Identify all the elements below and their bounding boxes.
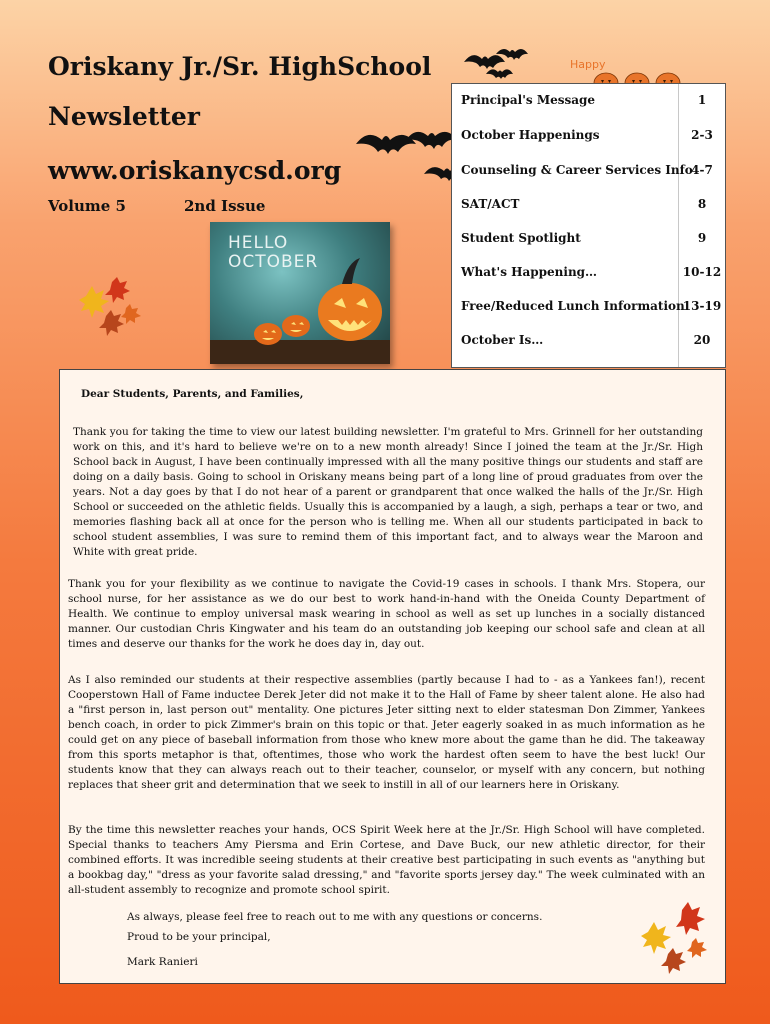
toc-item-page: 1 — [697, 93, 707, 107]
hello-october-image — [210, 222, 390, 364]
toc-item-label: Free/Reduced Lunch Information — [461, 299, 685, 313]
toc-item-label: October Is… — [461, 333, 544, 347]
letter-closing: Proud to be your principal, — [127, 931, 271, 943]
letter-greeting: Dear Students, Parents, and Families, — [81, 388, 304, 400]
toc-item-label: October Happenings — [461, 128, 600, 142]
october-line: OCTOBER — [228, 252, 319, 272]
toc-item[interactable] — [452, 188, 725, 222]
letter-closing: As always, please feel free to reach out to me with any questions or concerns. — [127, 911, 543, 923]
toc-item-page: 4-7 — [691, 163, 713, 177]
letter-paragraph: Thank you for your flexibility as we continue to navigate the Covid-19 cases in schools. I thank Mrs. Stopera, our school nurse, for her assistance as we do our best to work hand-in-hand with the Oneida County Department of Health. We continue to employ universal mask wearing in school as well as set up lunches in a socially distanced manner. Our custodian Chris Kingwater and his team do an outstanding job keeping our school safe and clean at all times and deserve our thanks for the work he does day in, day out. — [68, 578, 705, 650]
autumn-leaves-icon — [638, 900, 718, 980]
banner-happy: Happy — [570, 58, 606, 71]
toc-item[interactable] — [452, 256, 725, 290]
toc-item-page: 9 — [697, 231, 707, 245]
website-link[interactable]: www.oriskanycsd.org — [48, 156, 342, 185]
toc-item-page: 10-12 — [682, 265, 722, 279]
letter-paragraph: As I also reminded our students at their respective assemblies (partly because I had to - as a Yankees fan!), recent Cooperstown Hall of Fame inductee Derek Jeter did not make it to the Hall of Fame by sheer talent alone. He also had a "first person in, last person out" mentality. One pictures Jeter sitting next to elder statesman Don Zimmer, Yankees bench coach, in order to pick Zimmer's brain on this topic or that. Jeter eagerly soaked in as much information as he could get on any piece of baseball information from those who knew more about the game than he did. The takeaway from this sports metaphor is that, oftentimes, those who work the hardest often seem to have the best luck! Our students know that they can always reach out to their teacher, counselor, or myself with any concern, but nothing replaces that sheer grit and determination that we seek to instill in all of our learners here in Oriskany. — [68, 674, 705, 791]
toc-item-label: Counseling & Career Services Info — [461, 163, 693, 177]
toc-item[interactable] — [452, 290, 725, 324]
hello-line: HELLO — [228, 233, 289, 253]
toc-item-label: Principal's Message — [461, 93, 596, 107]
toc-item-page: 2-3 — [691, 128, 713, 142]
toc-item[interactable] — [452, 154, 725, 188]
toc-item[interactable] — [452, 222, 725, 256]
toc-item[interactable] — [452, 84, 725, 118]
volume-label: Volume 5 — [48, 197, 126, 215]
jack-o-lantern-icon — [210, 222, 390, 364]
principal-letter — [59, 369, 726, 984]
issue-label: 2nd Issue — [184, 197, 266, 215]
toc-item-page: 20 — [693, 333, 711, 347]
toc-item-page: 13-19 — [682, 299, 722, 313]
table-of-contents — [451, 83, 726, 368]
letter-paragraph: Thank you for taking the time to view our latest building newsletter. I'm grateful to Mrs. Grinnell for her outstanding work on this, and it's hard to believe we're on to a new month already! Since I joined the team at the Jr./Sr. High School back in August, I have been continually impressed with all the many positive things our students and staff are doing on a daily basis. Going to school in Oriskany means being part of a long line of proud graduates from over the years. Not a day goes by that I do not hear of a parent or grandparent that once walked the halls of the Jr./Sr. High School or succeeded on the athletic fields. Usually this is accompanied by a laugh, a sigh, perhaps a tear or two, and memories flashing back all at once for the person who is telling me. When all our students participated in back to school student assemblies, I was sure to remind them of this important fact, and to always wear the Maroon and White with great pride. — [73, 426, 703, 558]
autumn-leaves-icon — [76, 276, 146, 336]
toc-item[interactable] — [452, 119, 725, 153]
toc-item-label: What's Happening… — [461, 265, 598, 279]
toc-item[interactable] — [452, 324, 725, 358]
toc-item-label: Student Spotlight — [461, 231, 581, 245]
newsletter-subtitle: Newsletter — [48, 102, 200, 131]
newsletter-title: Oriskany Jr./Sr. HighSchool — [48, 52, 432, 81]
letter-paragraph: By the time this newsletter reaches your hands, OCS Spirit Week here at the Jr./Sr. High School will have completed. Special thanks to teachers Amy Piersma and Erin Cortese, and Dave Buck, our new athletic director, for their combined efforts. It was incredible seeing students at their creative best participating in such events as "anything but a bookbag day," "dress as your favorite salad dressing," and "favorite sports jersey day." The week culminated with an all-student assembly to recognize and promote school spirit. — [68, 824, 705, 896]
toc-item-label: SAT/ACT — [461, 197, 520, 211]
letter-signature: Mark Ranieri — [127, 956, 198, 968]
toc-item-page: 8 — [697, 197, 707, 211]
